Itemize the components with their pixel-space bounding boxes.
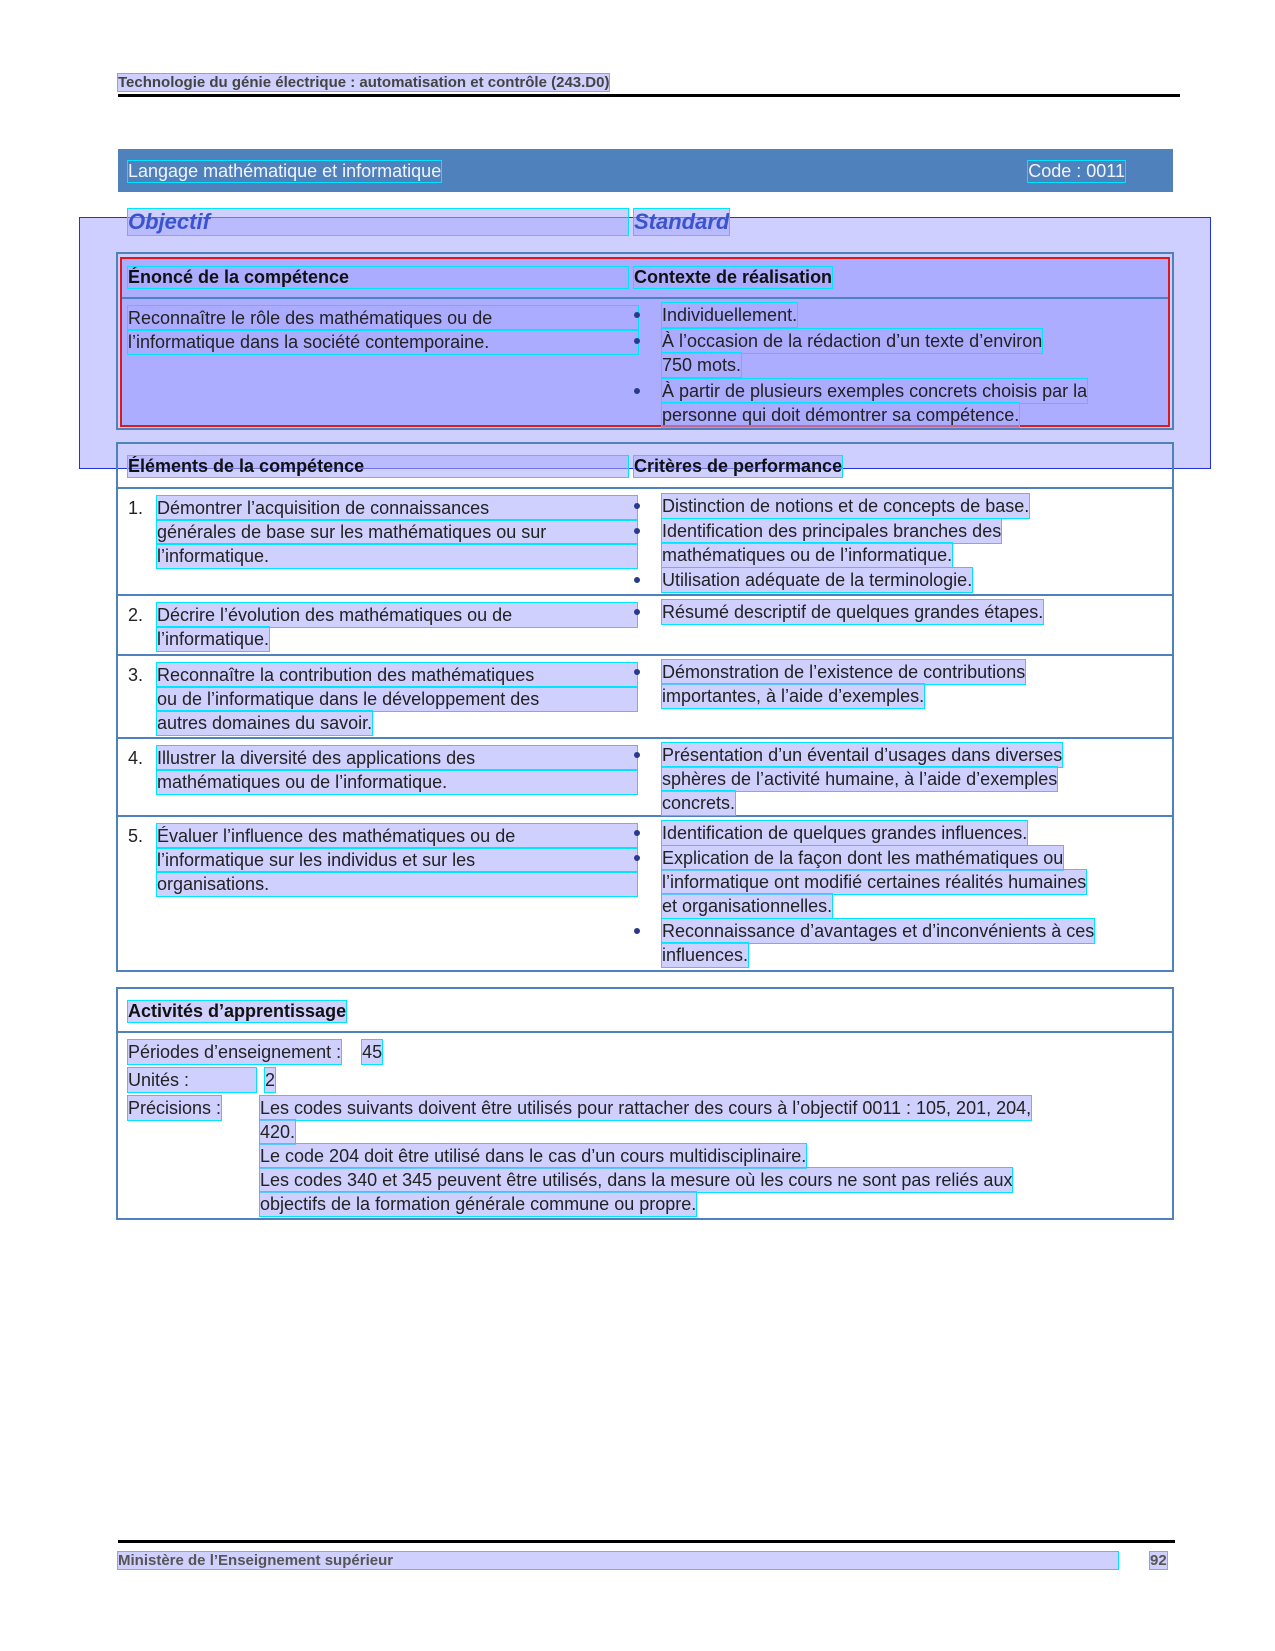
bullet-icon [634, 577, 640, 583]
element-line: l’informatique. [157, 629, 270, 649]
footer-ministry: Ministère de l’Enseignement supérieur [118, 1552, 1118, 1569]
footer-rule [118, 1540, 1175, 1543]
criterion-line: et organisationnelles. [662, 896, 833, 916]
activities-heading: Activités d’apprentissage [128, 1001, 347, 1021]
criterion-line: influences. [662, 945, 749, 965]
precision-line: Les codes suivants doivent être utilisés pour rattacher des cours à l’objectif 0011 : 105, 201, 204, [260, 1098, 1032, 1118]
criterion-line: Identification de quelques grandes influences. [662, 823, 1028, 843]
criterion-line: Utilisation adéquate de la terminologie. [662, 570, 973, 590]
criterion-item [634, 846, 1094, 918]
criteria-list-3 [634, 660, 1025, 708]
criterion-line: l’informatique ont modifié certaines réalités humaines [662, 872, 1087, 892]
row-separator [118, 1031, 1172, 1033]
statement-line: Reconnaître le rôle des mathématiques ou de [128, 306, 638, 330]
criterion-line: Démonstration de l’existence de contributions [662, 662, 1026, 682]
element-row-3 [128, 663, 637, 735]
criterion-line: Distinction de notions et de concepts de base. [662, 496, 1030, 516]
criteria-list-5 [634, 821, 1094, 967]
units-row [128, 1068, 1031, 1096]
units-value: 2 [265, 1070, 276, 1090]
page-number: 92 [1150, 1552, 1167, 1569]
element-number: 2. [128, 605, 144, 625]
element-number: 5. [128, 826, 144, 846]
competency-heading: Énoncé de la compétence [128, 267, 628, 288]
criterion-item [634, 821, 1094, 845]
criteria-heading: Critères de performance [634, 456, 843, 476]
row-separator [118, 737, 1172, 739]
context-line: personne qui doit démontrer sa compétence. [662, 405, 1020, 425]
context-item [634, 379, 1087, 427]
precision-line: objectifs de la formation générale commune ou propre. [260, 1194, 697, 1214]
objective-title: Langage mathématique et informatique [128, 161, 442, 181]
elements-heading: Éléments de la compétence [128, 456, 628, 477]
context-line: 750 mots. [662, 355, 742, 375]
criterion-line: Identification des principales branches des [662, 521, 1002, 541]
bullet-icon [634, 503, 640, 509]
bullet-icon [634, 928, 640, 934]
criterion-line: mathématiques ou de l’informatique. [662, 545, 953, 565]
element-line: l’informatique. [157, 544, 637, 568]
row-separator [118, 594, 1172, 596]
criteria-list-4 [634, 743, 1062, 815]
header-rule [118, 94, 1180, 97]
criterion-item [634, 494, 1029, 518]
element-number: 3. [128, 665, 144, 685]
criterion-item [634, 919, 1094, 967]
criterion-item [634, 660, 1025, 708]
criterion-item [634, 568, 1029, 592]
bullet-icon [634, 669, 640, 675]
periods-value: 45 [362, 1042, 383, 1062]
criterion-line: Résumé descriptif de quelques grandes étapes. [662, 602, 1044, 622]
criterion-item [634, 600, 1043, 624]
element-line: autres domaines du savoir. [157, 713, 373, 733]
element-row-5 [128, 824, 637, 896]
competency-separator [122, 297, 1168, 299]
context-line: À l’occasion de la rédaction d’un texte d’environ [662, 331, 1043, 351]
element-line: Illustrer la diversité des applications des [157, 746, 637, 770]
criterion-line: concrets. [662, 793, 736, 813]
element-line: organisations. [157, 872, 637, 896]
standard-column-heading: Standard [634, 209, 730, 234]
objective-title-bar [118, 149, 1173, 192]
context-item [634, 303, 1087, 327]
criteria-list-2 [634, 600, 1043, 624]
precisions-label: Précisions : [128, 1098, 222, 1118]
element-line: Reconnaître la contribution des mathématiques [157, 663, 637, 687]
element-line: l’informatique sur les individus et sur les [157, 848, 637, 872]
units-label: Unités : [128, 1068, 256, 1092]
row-separator [118, 487, 1172, 489]
criterion-line: Reconnaissance d’avantages et d’inconvénients à ces [662, 921, 1095, 941]
criterion-line: Présentation d’un éventail d’usages dans diverses [662, 745, 1063, 765]
element-row-2 [128, 603, 637, 651]
bullet-icon [634, 609, 640, 615]
element-number: 4. [128, 748, 144, 768]
element-line: Évaluer l’influence des mathématiques ou de [157, 824, 637, 848]
row-separator [118, 815, 1172, 817]
context-line: Individuellement. [662, 305, 798, 325]
bullet-icon [634, 855, 640, 861]
context-list [634, 303, 1087, 427]
criterion-item [634, 743, 1062, 815]
bullet-icon [634, 338, 640, 344]
element-line: générales de base sur les mathématiques ou sur [157, 520, 637, 544]
activities-details [128, 1040, 1031, 1216]
statement-line: l’informatique dans la société contemporaine. [128, 330, 638, 354]
bullet-icon [634, 752, 640, 758]
objective-column-heading: Objectif [128, 209, 628, 235]
periods-label: Périodes d’enseignement : [128, 1042, 342, 1062]
precision-line: Les codes 340 et 345 peuvent être utilisés, dans la mesure où les cours ne sont pas reliés aux [260, 1170, 1013, 1190]
program-header: Technologie du génie électrique : automatisation et contrôle (243.D0) [118, 74, 610, 91]
precision-line: 420. [260, 1122, 296, 1142]
criterion-line: sphères de l’activité humaine, à l’aide d’exemples [662, 769, 1058, 789]
context-line: À partir de plusieurs exemples concrets choisis par la [662, 381, 1088, 401]
competency-statement [128, 306, 638, 354]
row-separator [118, 654, 1172, 656]
bullet-icon [634, 528, 640, 534]
periods-row [128, 1040, 1031, 1068]
objective-code: Code : 0011 [1028, 161, 1125, 181]
criterion-item [634, 519, 1029, 567]
context-item [634, 329, 1087, 377]
bullet-icon [634, 388, 640, 394]
element-row-4 [128, 746, 637, 794]
criteria-list-1 [634, 494, 1029, 592]
bullet-icon [634, 312, 640, 318]
element-line: Décrire l’évolution des mathématiques ou de [157, 603, 637, 627]
precision-line: Le code 204 doit être utilisé dans le cas d’un cours multidisciplinaire. [260, 1146, 807, 1166]
precisions-row [128, 1096, 1031, 1216]
context-heading: Contexte de réalisation [634, 267, 833, 287]
criterion-line: Explication de la façon dont les mathématiques ou [662, 848, 1064, 868]
element-row-1 [128, 496, 637, 568]
criterion-line: importantes, à l’aide d’exemples. [662, 686, 925, 706]
element-line: mathématiques ou de l’informatique. [157, 770, 637, 794]
element-line: Démontrer l’acquisition de connaissances [157, 496, 637, 520]
bullet-icon [634, 830, 640, 836]
element-line: ou de l’informatique dans le développement des [157, 687, 637, 711]
element-number: 1. [128, 498, 144, 518]
